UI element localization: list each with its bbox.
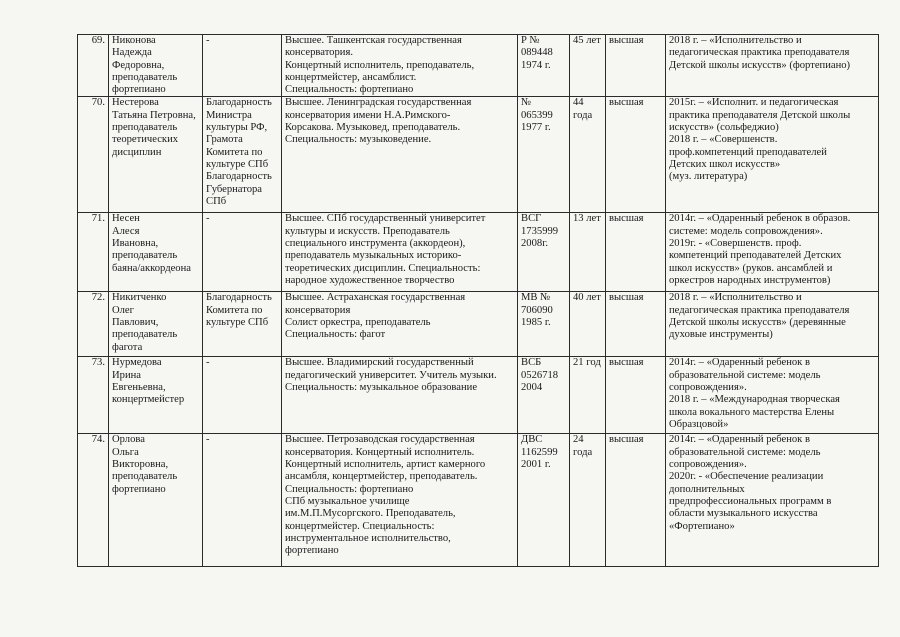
- category: высшая: [606, 357, 666, 434]
- experience: 40 лет: [570, 292, 606, 357]
- experience: 45 лет: [570, 35, 606, 97]
- category: высшая: [606, 97, 666, 213]
- table-row: [78, 213, 879, 292]
- diploma: Р № 089448 1974 г.: [518, 35, 570, 97]
- row-number: 71.: [78, 213, 109, 292]
- diploma: ВСГ 1735999 2008г.: [518, 213, 570, 292]
- awards: -: [203, 35, 282, 97]
- education: Высшее. Ленинградская государственная консерватория имени Н.А.Римского- Корсакова. Музыковед, преподаватель. Специальность: музыковедение.: [282, 97, 518, 213]
- awards: -: [203, 434, 282, 567]
- diploma: ДВС 1162599 2001 г.: [518, 434, 570, 567]
- training: 2018 г. – «Исполнительство и педагогическая практика преподавателя Детской школы искусств» (фортепиано): [666, 35, 879, 97]
- education: Высшее. Астраханская государственная консерватория Солист оркестра, преподаватель Специальность: фагот: [282, 292, 518, 357]
- category: высшая: [606, 213, 666, 292]
- staff-table-body: [78, 35, 879, 567]
- teacher-name: Несен Алеся Ивановна, преподаватель баяна/аккордеона: [109, 213, 203, 292]
- diploma: № 065399 1977 г.: [518, 97, 570, 213]
- experience: 44 года: [570, 97, 606, 213]
- education: Высшее. Владимирский государственный педагогический университет. Учитель музыки. Специальность: музыкальное образование: [282, 357, 518, 434]
- table-row: [78, 357, 879, 434]
- experience: 21 год: [570, 357, 606, 434]
- training: 2014г. – «Одаренный ребенок в образов. системе: модель сопровождения». 2019г. - «Совершенств. проф. компетенций преподавателей Детских школ искусств» (руков. ансамблей и оркестров народных инструментов): [666, 213, 879, 292]
- category: высшая: [606, 292, 666, 357]
- row-number: 73.: [78, 357, 109, 434]
- row-number: 72.: [78, 292, 109, 357]
- teacher-name: Никонова Надежда Федоровна, преподаватель фортепиано: [109, 35, 203, 97]
- staff-table: [77, 34, 879, 567]
- education: Высшее. Ташкентская государственная консерватория. Концертный исполнитель, преподаватель, концертмейстер, ансамблист. Специальность: фортепиано: [282, 35, 518, 97]
- diploma: ВСБ 0526718 2004: [518, 357, 570, 434]
- category: высшая: [606, 434, 666, 567]
- category: высшая: [606, 35, 666, 97]
- table-row: [78, 292, 879, 357]
- awards: -: [203, 213, 282, 292]
- table-row: [78, 35, 879, 97]
- row-number: 70.: [78, 97, 109, 213]
- teacher-name: Нурмедова Ирина Евгеньевна, концертмейстер: [109, 357, 203, 434]
- awards: -: [203, 357, 282, 434]
- awards: Благодарность Министра культуры РФ, Грамота Комитета по культуре СПб Благодарность Губернатора СПб: [203, 97, 282, 213]
- table-row: [78, 434, 879, 567]
- diploma: МВ № 706090 1985 г.: [518, 292, 570, 357]
- training: 2018 г. – «Исполнительство и педагогическая практика преподавателя Детской школы искусств» (деревянные духовые инструменты): [666, 292, 879, 357]
- training: 2014г. – «Одаренный ребенок в образовательной системе: модель сопровождения». 2018 г. – «Международная творческая школа вокального мастерства Елены Образцовой»: [666, 357, 879, 434]
- education: Высшее. Петрозаводская государственная консерватория. Концертный исполнитель. Концертный исполнитель, артист камерного ансамбля, концертмейстер, преподаватель. Специальность: фортепиано СПб музыкальное училище им.М.П.Мусоргского. Преподаватель, концертмейстер. Специальность: инструментальное исполнительство, фортепиано: [282, 434, 518, 567]
- table-row: [78, 97, 879, 213]
- experience: 24 года: [570, 434, 606, 567]
- row-number: 69.: [78, 35, 109, 97]
- awards: Благодарность Комитета по культуре СПб: [203, 292, 282, 357]
- teacher-name: Никитченко Олег Павлович, преподаватель фагота: [109, 292, 203, 357]
- row-number: 74.: [78, 434, 109, 567]
- experience: 13 лет: [570, 213, 606, 292]
- teacher-name: Нестерова Татьяна Петровна, преподаватель теоретических дисциплин: [109, 97, 203, 213]
- teacher-name: Орлова Ольга Викторовна, преподаватель фортепиано: [109, 434, 203, 567]
- training: 2014г. – «Одаренный ребенок в образовательной системе: модель сопровождения». 2020г. - «Обеспечение реализации дополнительных предпрофессиональных программ в области музыкального искусства «Фортепиано»: [666, 434, 879, 567]
- training: 2015г. – «Исполнит. и педагогическая практика преподавателя Детской школы искусств» (сольфеджио) 2018 г. – «Совершенств. проф.компетенций преподавателей Детских школ искусств» (муз. литература): [666, 97, 879, 213]
- education: Высшее. СПб государственный университет культуры и искусств. Преподаватель специального инструмента (аккордеон), преподаватель музыкальных историко- теоретических дисциплин. Специальность: народное художественное творчество: [282, 213, 518, 292]
